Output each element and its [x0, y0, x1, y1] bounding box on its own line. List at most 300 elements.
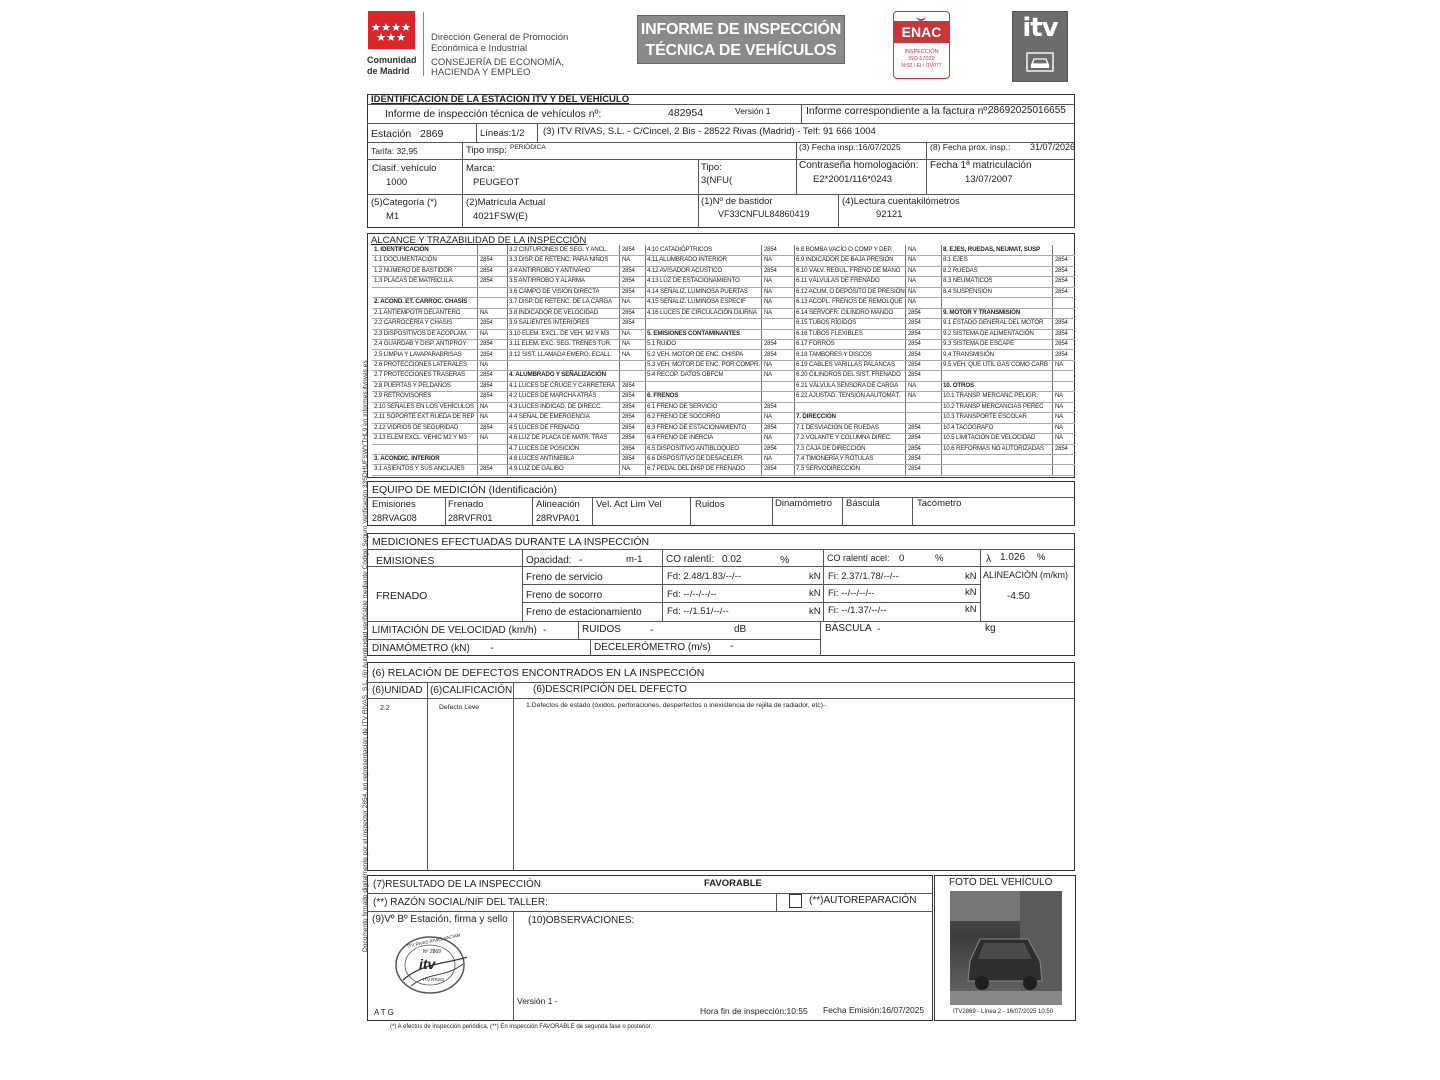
first-registration-label: Fecha 1ª matriculación: [930, 160, 1032, 171]
scope-item-result: 2854: [622, 403, 635, 410]
co-accel-value: 0: [899, 553, 905, 564]
result-version: Versión 1 -: [517, 996, 558, 1006]
service-brake-label: Freno de servicio: [526, 572, 603, 583]
defect-unit: 2.2: [380, 705, 390, 712]
equipment-emissions-label: Emisiones: [372, 499, 416, 510]
inspection-type-label: Tipo insp:: [466, 145, 507, 156]
scope-item-label: 6.7 PEDAL DEL DISP DE FRENADO: [647, 465, 745, 473]
scope-item-label: 6.12 ACUM. O DEPÓSITO DE PRESIÓN: [796, 287, 905, 295]
co-accel-unit: %: [935, 553, 944, 564]
scope-item-label: 3.9 SALIENTES INTERIORES: [509, 319, 590, 327]
emergency-brake-label: Freno de socorro: [526, 590, 603, 601]
defect-description: 1.Defectos de estado (óxidos, perforaciones, desperfectos o inexistencia de rejilla de radiador, etc)-.: [526, 702, 828, 709]
scope-item-result: 2854: [622, 267, 635, 274]
scope-item-result: NA: [908, 393, 917, 400]
dept-line1: Dirección General de Promoción: [431, 32, 569, 43]
scope-item-label: 6.22 AJUSTAD. TENSIÓN AAUTOMÁT.: [796, 392, 901, 400]
meas-row-line: [367, 621, 1075, 622]
scope-item-label: 6.3 FRENO DE ESTACIONAMIENTO: [647, 423, 747, 431]
homologation-value: E2*2001/116*0243: [813, 174, 893, 185]
parking-brake-fi-unit: kN: [965, 604, 977, 615]
equipment-emissions: 28RVAG08: [372, 513, 417, 523]
noise-label: RUIDOS: [582, 624, 621, 635]
scope-item: [794, 464, 941, 475]
scope-item-result: NA: [480, 435, 489, 442]
scope-item-result: 2854: [908, 372, 921, 379]
noise-value: -: [650, 624, 654, 636]
scope-item-result: 2854: [480, 351, 493, 358]
scope-item-label: 2.1 ANTIEMPOTR DELANTERO: [374, 308, 461, 316]
scope-item-label: 1. IDENTIFICACIÓN: [374, 246, 429, 253]
scope-item: [507, 464, 645, 475]
scope-item-label: 3.6 CAMPO DE VISIÓN DIRECTA: [509, 287, 600, 295]
dept-line3: CONSEJERÍA DE ECONOMÍA,: [431, 57, 565, 68]
equipment-speed-label: Vel. Act Lim Vel: [596, 499, 662, 510]
scope-title: ALCANCE Y TRAZABILIDAD DE LA INSPECCIÓN: [371, 235, 587, 246]
scope-item-label: 4. ALUMBRADO Y SEÑALIZACIÓN: [509, 371, 606, 379]
scope-item-result: NA: [908, 247, 917, 253]
scope-grid: [367, 245, 1075, 478]
enac-line2: ISO 17020: [908, 56, 935, 62]
scope-item-result: 2854: [908, 424, 921, 431]
report-title-line1: INFORME DE INSPECCIÓN: [640, 21, 842, 38]
scope-item-label: 4.16 LUCES DE CIRCULACIÓN DIURNA: [647, 308, 757, 316]
scope-item-result: 2854: [908, 435, 921, 442]
id-col-line: [926, 142, 927, 194]
enac-name: ENAC: [894, 21, 949, 43]
scope-item-result: 2854: [480, 424, 493, 431]
scope-item-label: 8.2 RUEDAS: [943, 266, 978, 274]
type-value: 3(NFU(: [701, 175, 733, 186]
scope-item-result: 2854: [622, 247, 635, 253]
scope-item-label: 5.4 RECOP. DATOS OBFCM: [647, 371, 724, 379]
service-brake-fi: Fi: 2.37/1.78/--/--: [828, 571, 899, 582]
scope-item-label: 7.1 DESVIACIÓN DE RUEDAS: [796, 423, 879, 431]
equipment-row-line: [367, 497, 1075, 498]
id-col-line: [838, 194, 839, 228]
region-name-line2: de Madrid: [367, 66, 410, 76]
defects-title: (6) RELACIÓN DE DEFECTOS ENCONTRADOS EN LA INSPECCIÓN: [372, 667, 705, 679]
scope-item-label: 5.2 VEH. MOTOR DE ENC. CHISPA: [647, 350, 744, 358]
emergency-brake-fd-unit: kN: [809, 588, 821, 599]
vin-label: (1)Nº de bastidor: [701, 196, 773, 207]
scope-item-label: 3.11 ELEM. EXC. SEG. TRENES TUR.: [509, 340, 612, 348]
scope-item-result: 2854: [764, 267, 777, 274]
meas-col-line: [980, 549, 981, 621]
scope-item-result: 2854: [622, 424, 635, 431]
scope-item-result: 2854: [480, 278, 493, 285]
odometer-label: (4)Lectura cuentakilómetros: [842, 196, 960, 207]
scope-item-result: 2854: [480, 341, 493, 348]
meas-col-line: [590, 639, 591, 656]
parking-brake-fd-unit: kN: [809, 606, 821, 617]
id-col-line: [796, 159, 797, 194]
scope-item-label: 4.12 AVISADOR ACÚSTICO: [647, 266, 722, 274]
scope-item-result: NA: [764, 299, 773, 306]
scope-item-result: 2854: [1055, 257, 1068, 264]
equipment-col-line: [690, 497, 691, 526]
scope-item-label: 9.4 TRANSMISIÓN: [943, 350, 994, 358]
scope-item-label: 8. EJES, RUEDAS, NEUMAT, SUSP: [943, 246, 1040, 253]
scope-item-label: 2.6 PROTECCIONES LATERALES: [374, 360, 467, 368]
scope-item-result: NA: [908, 288, 917, 295]
meas-row-line: [367, 639, 820, 640]
scope-item-result: NA: [764, 257, 773, 264]
equipment-title: EQUIPO DE MEDICIÓN (Identificación): [372, 484, 557, 496]
station-stamp: [393, 934, 467, 996]
scope-item-label: 1.3 PLACAS DE MATRÍCULA: [374, 277, 453, 285]
scope-item-label: 6.15 TUBOS RÍGIDOS: [796, 319, 857, 327]
scope-item-label: 6.6 DISPOSITIVO DE DESACELER.: [647, 455, 744, 462]
speed-limit-label: LIMITACIÓN DE VELOCIDAD (km/h): [372, 625, 537, 636]
opacity-value: -: [579, 554, 583, 566]
meas-row-line: [522, 602, 980, 603]
co-idle-label: CO ralentí:: [666, 554, 715, 565]
id-col-line: [796, 142, 797, 159]
vehicle-photo-label: FOTO DEL VEHÍCULO: [949, 877, 1053, 888]
inspector-initials: ATG: [374, 1008, 396, 1017]
scope-item-label: 4.9 LUZ DE GÁLIBO: [509, 465, 564, 473]
id-col-line: [537, 123, 538, 142]
scope-item-label: 3.7 DISP. DE RETENC. DE LA CARGA: [509, 298, 613, 306]
equipment-alignment-label: Alineación: [536, 499, 580, 510]
enac-crown-icon: [916, 13, 926, 21]
scope-item-label: 6.19 CABLES VARILLAS PALANCAS: [796, 360, 895, 368]
scope-item: [372, 464, 507, 475]
identification-title: IDENTIFICACIÓN DE LA ESTACIÓN ITV Y DEL VEHÍCULO: [371, 94, 630, 105]
report-number-label: Informe de inspección técnica de vehículos nº:: [385, 108, 602, 120]
scope-item-label: 6.17 FORROS: [796, 340, 835, 348]
id-row-line: [367, 123, 1075, 124]
meas-row-line: [367, 566, 1075, 567]
scope-item-label: 3. ACONDIC. INTERIOR: [374, 455, 440, 462]
scope-item-result: NA: [622, 466, 631, 473]
invoice-label: Informe correspondiente a la factura nº:: [806, 105, 991, 117]
scope-item-result: 2854: [908, 445, 921, 452]
enac-seal: [893, 11, 950, 79]
scale-label: BÁSCULA: [825, 623, 872, 634]
scope-item-result: 2854: [1055, 267, 1068, 274]
scope-item-label: 2.13 ELEM EXCL. VEHIC M2 Y M3: [374, 434, 467, 442]
result-col-line: [776, 893, 777, 911]
defects-row-line: [367, 682, 1075, 683]
region-logo: [367, 11, 417, 77]
scope-item-label: 2.12 VIDRIOS DE SEGURIDAD: [374, 423, 459, 431]
scope-item-label: 6.18 TAMBORES Y DISCOS: [796, 350, 872, 358]
equipment-col-line: [912, 497, 913, 526]
stamp-bottom-text: ITV RIVAS: [423, 977, 445, 982]
scope-item-label: 3.3 DISP. DE RETENC. PARA NIÑOS: [509, 256, 609, 264]
scope-item-label: 5.3 VEH. MOTOR DE ENC. POR COMPR.: [647, 360, 760, 368]
emergency-brake-fi-unit: kN: [965, 587, 977, 598]
decel-label: DECELERÓMETRO (m/s): [594, 642, 711, 653]
parking-brake-fi: Fi: --/1.37/--/--: [828, 605, 887, 616]
footer-note: (*) A efectos de inspección periódica, (**) En inspección FAVORABLE de segunda fase o posterior.: [390, 1024, 653, 1030]
station-info: (3) ITV RIVAS, S.L. - C/Cincel, 2 Bis - 28522 Rivas (Madrid) - Telf: 91 666 1004: [543, 126, 876, 137]
itv-logo: [1012, 11, 1068, 82]
scope-item-result: NA: [908, 257, 917, 264]
result-row-line: [367, 893, 933, 894]
result-row-line: [367, 911, 933, 912]
scope-item-label: 7. DIRECCIÓN: [796, 413, 836, 421]
scope-item-result: NA: [1055, 435, 1064, 442]
scope-item-result: 2854: [908, 361, 921, 368]
result-col-line: [513, 911, 514, 1021]
service-brake-fd: Fd: 2.48/1.83/--/--: [667, 571, 741, 582]
vehicle-class-label: Clasif. vehículo: [372, 163, 437, 174]
scope-item-label: 4.7 LUCES DE POSICIÓN: [509, 444, 580, 452]
stamp-top-text: ITV RIVAS RIVAS VACIAM: [406, 932, 461, 949]
scope-item-result: NA: [480, 309, 489, 316]
scope-item-label: 5. EMISIONES CONTAMINANTES: [647, 329, 740, 337]
parking-brake-fd: Fd: --/1.51/--/--: [667, 606, 729, 617]
scope-item-label: 3.2 CINTURONES DE SEG. Y ANCL.: [509, 246, 608, 253]
id-col-line: [462, 142, 463, 194]
station-number: 2869: [420, 128, 444, 140]
scope-item-label: 2.8 PUERTAS Y PELDAÑOS: [374, 381, 451, 389]
scope-item-label: 4.15 SEÑALIZ. LUMINOSA ESPECIF: [647, 298, 746, 306]
scope-item: [645, 464, 794, 475]
stamp-number: Nº 2869: [423, 949, 441, 955]
scope-item-label: 4.6 LUZ DE PLACA DE MATR. TRAS: [509, 434, 608, 442]
equipment-col-line: [592, 497, 593, 526]
observations-label: (10)OBSERVACIONES:: [528, 915, 635, 926]
scope-item-result: 2854: [480, 382, 493, 389]
equipment-col-line: [445, 497, 446, 526]
scope-item-result: NA: [622, 299, 631, 306]
service-brake-fd-unit: kN: [809, 571, 821, 582]
equipment-col-line: [772, 497, 773, 526]
scope-item-label: 2.2 CARROCERÍA Y CHASIS: [374, 319, 453, 327]
scope-item-label: 2.11 SOPORTE EXT RUEDA DE REP: [374, 413, 475, 421]
alignment-value: -4.50: [1007, 591, 1030, 602]
scope-item-label: 6.11 VÁLVULAS DE FRENADO: [796, 277, 880, 285]
scope-item-label: 4.8 LUCES ANTINIEBLA: [509, 455, 575, 462]
scope-item-result: 2854: [480, 320, 493, 327]
braking-label: FRENADO: [376, 590, 428, 602]
scope-item-label: 4.10 CATADIÓPTRICOS: [647, 246, 712, 253]
scope-item-label: 7.3 CAJA DE DIRECCIÓN: [796, 444, 866, 452]
scope-item-result: 2854: [1055, 288, 1068, 295]
scope-item-label: 6.4 FRENO DE INERCIA: [647, 434, 714, 442]
scope-item-result: 2854: [1055, 330, 1068, 337]
scope-item-label: 2.3 DISPOSITIVOS DE ACOPLAM.: [374, 329, 468, 337]
lambda-value: 1.026: [1000, 552, 1026, 563]
scope-item-result: 2854: [1055, 278, 1068, 285]
digital-signature-note: Documento firmado digitalmente por el inspector 2854, en representación de ITV RIVAS, S.L. (6) Autenticidad verificable mediante Código Seguro Verificación 335DHUFSWYTHL9 en informes.itvrivas.es: [362, 360, 369, 952]
itv-logo-text: itv: [1022, 13, 1058, 43]
scope-item-label: 9. MOTOR Y TRANSMISIÓN: [943, 308, 1021, 316]
next-inspection-date: 31/07/2026: [1030, 142, 1076, 152]
scope-item-result: 2854: [622, 320, 635, 327]
scope-item-result: NA: [480, 330, 489, 337]
scope-item-result: 2854: [622, 445, 635, 452]
scope-item-result: NA: [480, 403, 489, 410]
scope-item-label: 10.6 REFORMAS NO AUTORIZADAS: [943, 444, 1044, 452]
defects-grade-header: (6)CALIFICACIÓN: [430, 685, 513, 696]
defects-col-line: [427, 682, 428, 871]
equipment-dyno-label: Dinamómetro: [775, 498, 833, 509]
scope-item-result: 2854: [480, 267, 493, 274]
scope-item-label: 2.10 SEÑALES EN LOS VEHÍCULOS: [374, 402, 474, 410]
scope-item-label: 6.21 VÁLVULA SENSORA DE CARGA: [796, 381, 899, 389]
scope-item-label: 7.4 TIMONERÍA Y RÓTULAS: [796, 455, 874, 462]
brand: PEUGEOT: [473, 177, 520, 188]
scope-item-label: 10.3 TRANSPORTE ESCOLAR: [943, 413, 1027, 421]
self-repair-checkbox[interactable]: [789, 894, 802, 908]
id-row-line: [367, 194, 1075, 195]
scope-item-result: 2854: [908, 341, 921, 348]
inspection-lines: Líneas:1/2: [480, 128, 525, 139]
header-divider: [423, 12, 424, 76]
scope-item-label: 4.3 LUCES INDICAD. DE DIRECC.: [509, 402, 602, 410]
scope-item-result: 2854: [764, 247, 777, 253]
dyno-value: -: [490, 642, 494, 654]
scope-item-label: 10. OTROS: [943, 381, 974, 389]
meas-col-line: [823, 549, 824, 566]
decel-value: -: [730, 640, 734, 652]
lambda-label: λ: [986, 553, 992, 565]
scope-item-result: 2854: [908, 456, 921, 462]
scope-item-label: 9.1 ESTADO GENERAL DEL MOTOR: [943, 319, 1044, 327]
scope-item-result: 2854: [622, 382, 635, 389]
scope-item-result: NA: [622, 341, 631, 348]
scope-item-result: NA: [480, 361, 489, 368]
scale-value: -: [877, 623, 881, 635]
issue-date: Fecha Emisión:16/07/2025: [823, 1005, 925, 1015]
scope-item-result: 2854: [622, 309, 635, 316]
meas-row-line: [522, 584, 980, 585]
report-title-banner: [637, 15, 845, 64]
workshop-label: (**) RAZÓN SOCIAL/NIF DEL TALLER:: [373, 897, 548, 908]
result-label: (7)RESULTADO DE LA INSPECCIÓN: [373, 879, 541, 890]
scope-item-label: 2.4 GUARDAB Y DISP. ANTIPROY: [374, 340, 467, 348]
scope-item-result: NA: [1055, 414, 1064, 421]
self-repair-label: (**)AUTOREPARACIÓN: [809, 895, 917, 906]
scope-item-label: 2. ACOND. ET. CARROC. CHASIS: [374, 298, 468, 306]
scope-item-result: NA: [764, 361, 773, 368]
scope-item-result: 2854: [764, 351, 777, 358]
scope-item-result: 2854: [480, 257, 493, 264]
scope-item-label: 1.2 NÚMERO DE BASTIDOR: [374, 266, 453, 274]
defects-row-line: [367, 698, 1075, 699]
scope-item-result: NA: [480, 414, 489, 421]
enac-line1: INSPECCIÓN: [904, 49, 939, 55]
car-icon: [1026, 52, 1054, 72]
equipment-braking: 28RVFR01: [448, 513, 493, 523]
scope-item-label: 6.1 FRENO DE SERVICIO: [647, 402, 718, 410]
scope-item-label: 4.13 LUZ DE ESTACIONAMIENTO: [647, 277, 740, 285]
meas-col-line: [823, 566, 824, 621]
inspection-end-time: Hora fin de inspección:10:55: [700, 1006, 808, 1016]
scope-item-label: 6.13 ACOPL. FRENOS DE REMOLQUE: [796, 298, 903, 306]
scope-item-label: 3.10 ELEM. EXCL. DE VEH. M2 Y M3: [509, 329, 609, 337]
plate: 4021FSW(E): [473, 211, 528, 222]
station-label: Estación: [371, 128, 412, 140]
scope-item-label: 3.5 ANTIRROBO Y ALARMA: [509, 277, 585, 285]
scope-item-label: 6.2 FRENO DE SOCORRO: [647, 413, 720, 421]
emissions-label: EMISIONES: [376, 555, 435, 567]
scope-item-result: 2854: [1055, 351, 1068, 358]
report-title-line2: TÉCNICA DE VEHÍCULOS: [645, 42, 837, 59]
scope-item-label: 4.11 ALUMBRADO INTERIOR: [647, 256, 727, 264]
report-version: Versión 1: [735, 106, 771, 116]
defects-desc-header: (6)DESCRIPCIÓN DEL DEFECTO: [533, 684, 687, 695]
scope-item-label: 3.8 INDICADOR DE VELOCIDAD: [509, 308, 598, 316]
scope-item-label: 6. FRENOS: [647, 392, 679, 400]
scope-item-result: NA: [1055, 403, 1064, 410]
service-brake-fi-unit: kN: [965, 571, 977, 582]
scope-item-result: NA: [622, 330, 631, 337]
scope-item-result: NA: [764, 372, 773, 379]
scope-item-result: 2854: [1055, 320, 1068, 327]
id-col-line: [462, 194, 463, 228]
opacity-unit: m-1: [626, 554, 643, 565]
scope-item-label: 10.1 TRANSP. MERCANC PELIGR.: [943, 392, 1038, 400]
vin: VF33CNFUL84860419: [718, 209, 810, 219]
scope-item-label: 9.3 SISTEMA DE ESCAPE: [943, 340, 1015, 348]
dept-line4: HACIENDA Y EMPLEO: [431, 67, 531, 78]
equipment-noise-label: Ruidos: [695, 499, 725, 510]
scope-item-result: 2854: [908, 309, 921, 316]
scope-item-label: 8.4 SUSPENSIÓN: [943, 287, 992, 295]
parking-brake-label: Freno de estacionamiento: [526, 607, 642, 618]
co-idle-unit: %: [780, 554, 790, 566]
equipment-scale-label: Báscula: [846, 498, 880, 509]
inspection-type: PERIÓDICA: [510, 144, 546, 151]
result-value: FAVORABLE: [704, 878, 762, 889]
scope-item-result: 2854: [764, 466, 777, 473]
scope-item-result: NA: [1055, 361, 1064, 368]
scope-item-result: NA: [622, 351, 631, 358]
scope-item-result: 2854: [908, 320, 921, 327]
scope-item-result: 2854: [764, 403, 777, 410]
signature-label: (9)Vº Bº Estación, firma y sello: [372, 914, 508, 925]
scope-item-result: NA: [764, 414, 773, 421]
scope-item-result: 2854: [480, 466, 493, 473]
scope-item-label: 6.14 SERVOFR. CILINDRO MANDO: [796, 308, 894, 316]
defects-unit-header: (6)UNIDAD: [372, 685, 423, 696]
scope-item-label: 4.1 LUCES DE CRUCE Y CARRETERA: [509, 381, 615, 389]
speed-limit-value: -: [543, 624, 547, 636]
scope-item-result: 2854: [1055, 341, 1068, 348]
equipment-braking-label: Frenado: [448, 499, 484, 510]
type-label: Tipo:: [701, 162, 722, 173]
dyno-label: DINAMÓMETRO (kN): [372, 643, 470, 654]
scope-item-label: 6.10 VÁLV. REGUL. FRENO DE MANO: [796, 266, 901, 274]
enac-line3: Nº92 / EI / ITV077: [901, 63, 942, 69]
next-inspection-label: (8) Fecha prox. insp.:: [930, 142, 1011, 152]
category-label: (5)Categoría (*): [371, 197, 437, 208]
measurements-title: MEDICIONES EFECTUADAS DURANTE LA INSPECCIÓN: [372, 536, 650, 548]
scope-item: [941, 464, 1075, 475]
scope-item-label: 10.2 TRANSP MERCANCIAS PEREC: [943, 402, 1044, 410]
scope-item-result: 2854: [622, 393, 635, 400]
scope-item-result: NA: [764, 278, 773, 285]
meas-col-line: [820, 621, 821, 656]
scope-item-label: 3.4 ANTIRROBO Y ANTIVAHO: [509, 266, 591, 274]
scope-item-result: 2854: [764, 445, 777, 452]
scope-item-label: 9.2 SISTEMA DE ALIMENTACIÓN: [943, 329, 1034, 337]
scope-item-label: 6.20 CILINDROS DEL SIST. FRENADO: [796, 371, 901, 379]
scope-item-label: 4.14 SEÑALIZ. LUMINOSA PUERTAS: [647, 287, 748, 295]
equipment-col-line: [532, 497, 533, 526]
plate-label: (2)Matrícula Actual: [466, 197, 546, 208]
scope-item-result: 2854: [764, 424, 777, 431]
vehicle-class: 1000: [386, 177, 408, 188]
stamp-logo: itv: [419, 956, 436, 972]
scope-item-label: 4.2 LUCES DE MARCHA ATRÁS: [509, 392, 597, 400]
